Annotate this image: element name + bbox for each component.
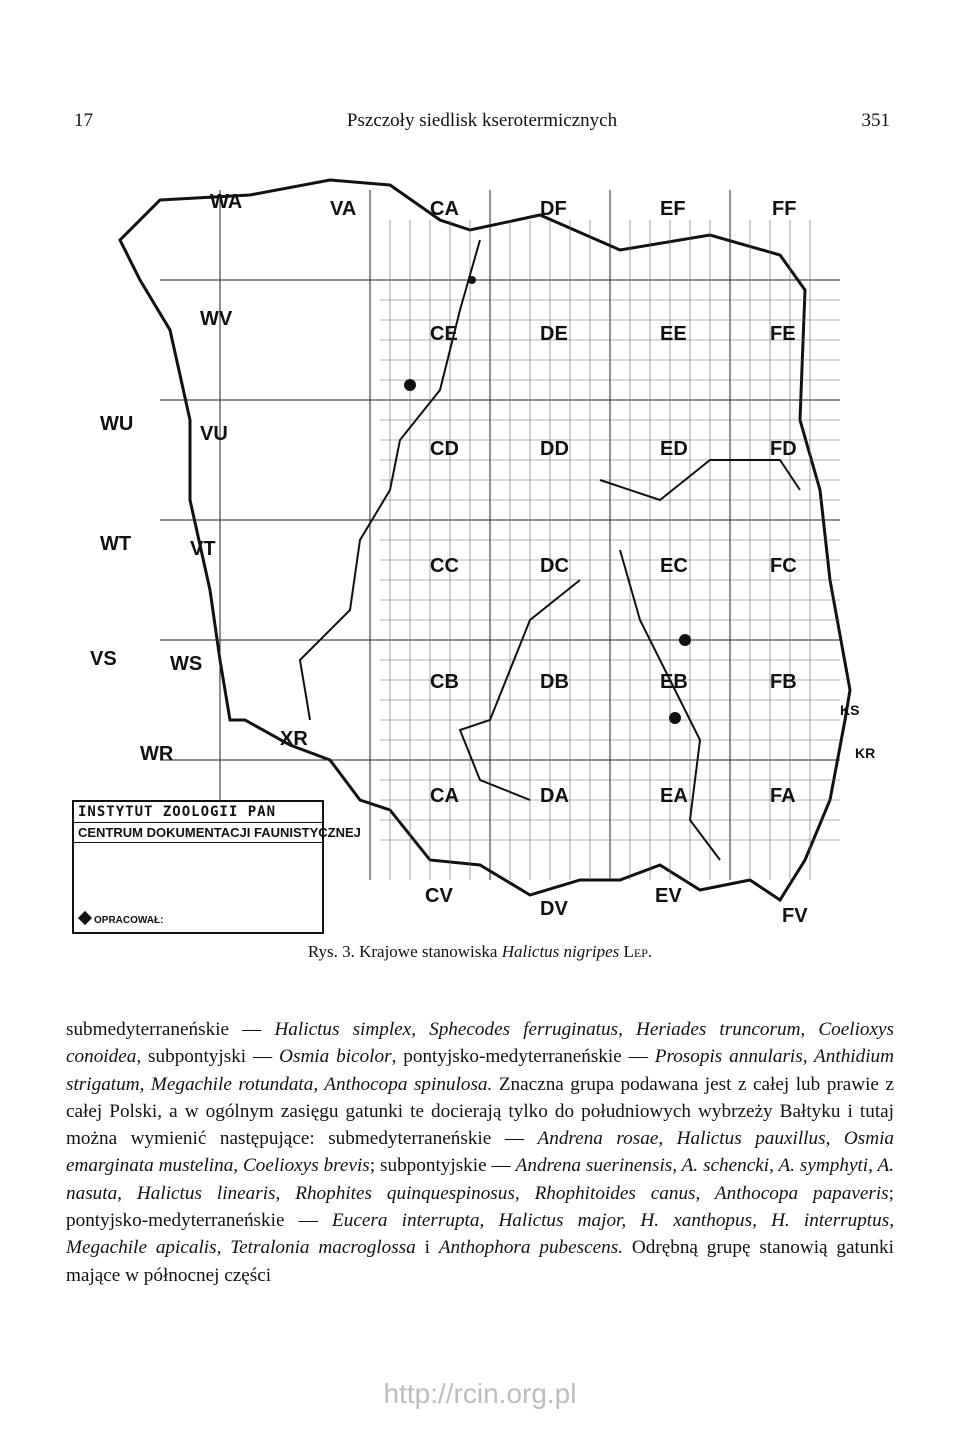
square-label: EB xyxy=(660,671,688,693)
square-label: DE xyxy=(540,323,568,345)
square-label: XR xyxy=(280,728,308,750)
text-run: Odrębną grupę stanowią gatunki mające w północnej części xyxy=(66,1237,894,1286)
species-list: Andrena rosae, Halictus pauxillus, Osmia emarginata mustelina, Coelioxys brevis xyxy=(66,1128,894,1177)
record-dot xyxy=(404,379,416,391)
square-label: FA xyxy=(770,785,796,807)
square-label: DC xyxy=(540,555,569,577)
institute-name: INSTYTUT ZOOLOGII PAN xyxy=(74,802,322,823)
record-dot xyxy=(679,634,691,646)
text-run: , subpontyjski — xyxy=(136,1046,280,1068)
square-label: CE xyxy=(430,323,458,345)
square-label: FD xyxy=(770,438,797,460)
prepared-by-label: OPRACOWAŁ: xyxy=(94,915,164,926)
species-list: Osmia bicolor xyxy=(279,1046,392,1068)
square-label: WT xyxy=(100,533,132,555)
caption-prefix: Rys. 3. Krajowe stanowiska xyxy=(307,942,498,961)
square-label: WA xyxy=(210,191,243,213)
watermark: http://rcin.org.pl xyxy=(383,1378,577,1409)
caption-author: Lep. xyxy=(623,942,653,961)
square-label: CD xyxy=(430,438,459,460)
record-dot xyxy=(669,712,681,724)
square-label: WS xyxy=(170,653,203,675)
square-label: FC xyxy=(770,555,797,577)
square-label: EV xyxy=(655,885,682,907)
square-label: FB xyxy=(770,671,797,693)
text-run: ; subpontyjskie — xyxy=(369,1155,516,1177)
square-label: CA xyxy=(430,198,459,220)
header-left-number: 17 xyxy=(74,110,93,131)
square-label: WU xyxy=(100,413,134,435)
page-number: 351 xyxy=(861,110,890,131)
text-run: , pontyjsko-medyterraneńskie — xyxy=(391,1046,655,1068)
square-label: FV xyxy=(782,905,808,927)
text-run: Znaczna grupa podawana jest z całej lub prawie z całej Polski, a w ogólnym zasięgu gatunki te docierają tylko do południowych wybrzeży Bałtyku i tutaj można wymienić następujące: submedyterraneńskie — xyxy=(66,1073,894,1150)
square-label: WV xyxy=(200,308,233,330)
paragraph xyxy=(66,1016,894,1289)
square-label: FE xyxy=(770,323,796,345)
centre-name: CENTRUM DOKUMENTACJI FAUNISTYCZNEJ xyxy=(74,823,322,843)
species-list: Halictus simplex, Sphecodes ferruginatus, Heriades truncorum, Coelioxys conoidea xyxy=(66,1019,895,1068)
figure-caption xyxy=(0,942,960,962)
text-run: ; pontyjsko-medyterraneńskie — xyxy=(66,1182,894,1232)
square-label: EE xyxy=(660,323,687,345)
square-label: CA xyxy=(430,785,459,807)
square-label: EF xyxy=(660,198,686,220)
prepared-by-line xyxy=(80,913,163,926)
text-run: submedyterraneńskie — xyxy=(66,1019,275,1040)
square-label: WR xyxy=(140,743,174,765)
species-list: Anthophora pubescens. xyxy=(438,1237,624,1259)
grid-lines xyxy=(160,190,840,880)
square-label: DA xyxy=(540,785,569,807)
square-label: CB xyxy=(430,671,459,693)
square-label: VT xyxy=(190,538,216,560)
square-label: FF xyxy=(772,198,797,220)
square-label: EA xyxy=(660,785,688,807)
caption-species: Halictus nigripes xyxy=(501,942,620,961)
body-paragraph xyxy=(66,1016,894,1289)
record-dot xyxy=(468,276,476,284)
header-title: Pszczoły siedlisk kserotermicznych xyxy=(346,110,618,131)
square-label: ED xyxy=(660,438,688,460)
square-label: KS xyxy=(840,702,860,718)
square-label: VA xyxy=(330,198,357,220)
text-run: i xyxy=(415,1237,439,1259)
square-label: DD xyxy=(540,438,569,460)
institute-stamp xyxy=(72,800,361,934)
pen-icon xyxy=(78,911,92,925)
square-label: VU xyxy=(200,423,228,445)
square-label: DB xyxy=(540,671,569,693)
square-label: EC xyxy=(660,555,688,577)
square-label: KR xyxy=(855,745,876,761)
square-label: VS xyxy=(90,648,117,670)
square-label: CC xyxy=(430,555,459,577)
running-header xyxy=(74,110,890,140)
species-list: Eucera interrupta, Halictus major, H. xanthopus, H. interruptus, Megachile apicalis, Tetralonia macroglossa xyxy=(66,1210,894,1259)
square-label: DF xyxy=(540,198,567,220)
square-label: DV xyxy=(540,898,568,920)
species-list: Prosopis annularis, Anthidium strigatum, Megachile rotundata, Anthocopa spinulosa. xyxy=(66,1046,895,1095)
square-label: CV xyxy=(425,885,453,907)
species-list: Andrena suerinensis, A. schencki, A. symphyti, A. nasuta, Halictus linearis, Rhophites quinquespinosus, Rhophitoides canus, Anthocopa papaveris xyxy=(66,1155,895,1204)
